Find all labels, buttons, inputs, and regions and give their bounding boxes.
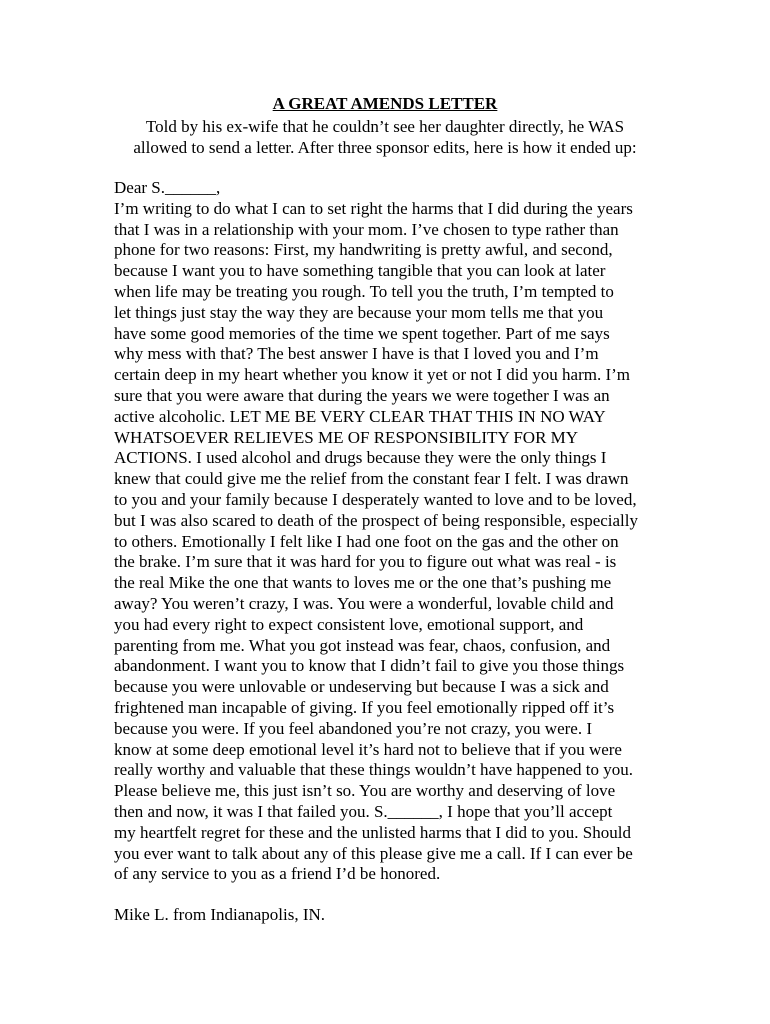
body-line: when life may be treating you rough. To tell you the truth, I’m tempted to <box>114 281 614 301</box>
body-line: that I was in a relationship with your mom. I’ve chosen to type rather than <box>114 219 619 239</box>
intro-line: allowed to send a letter. After three sponsor edits, here is how it ended up: <box>133 138 637 157</box>
body-line: abandonment. I want you to know that I didn’t fail to give you those things <box>114 656 625 676</box>
body-line: have some good memories of the time we spent together. Part of me says <box>114 323 610 343</box>
body-line: frightened man incapable of giving. If you feel emotionally ripped off it’s <box>114 697 615 717</box>
body-line: because I want you to have something tangible that you can look at later <box>114 261 606 281</box>
intro-line: Told by his ex-wife that he couldn’t see her daughter directly, he WAS <box>145 117 625 136</box>
body-line: know at some deep emotional level it’s hard not to believe that if you were <box>114 739 622 759</box>
body-line: away? You weren’t crazy, I was. You were a wonderful, lovable child and <box>114 593 614 613</box>
body-line: but I was also scared to death of the prospect of being responsible, especially <box>114 510 639 530</box>
body-line: to others. Emotionally I felt like I had one foot on the gas and the other on <box>114 531 619 551</box>
body-line: then and now, it was I that failed you. S.______, I hope that you’ll accept <box>114 801 613 821</box>
body-line: active alcoholic. LET ME BE VERY CLEAR THAT THIS IN NO WAY <box>114 406 606 426</box>
body-line: because you were unlovable or undeserving but because I was a sick and <box>114 677 609 697</box>
body-line: you had every right to expect consistent love, emotional support, and <box>114 614 584 634</box>
body-line: why mess with that? The best answer I have is that I loved you and I’m <box>114 344 599 364</box>
letter-title: A GREAT AMENDS LETTER <box>272 94 498 113</box>
body-line: knew that could give me the relief from the constant fear I felt. I was drawn <box>114 469 629 489</box>
signature: Mike L. from Indianapolis, IN. <box>114 905 326 924</box>
body-line: phone for two reasons: First, my handwriting is pretty awful, and second, <box>114 240 613 260</box>
body-line: because you were. If you feel abandoned you’re not crazy, you were. I <box>114 718 592 738</box>
body-line: Please believe me, this just isn’t so. You are worthy and deserving of love <box>114 781 616 801</box>
body-line: certain deep in my heart whether you know it yet or not I did you harm. I’m <box>114 365 630 385</box>
body-line: of any service to you as a friend I’d be honored. <box>114 864 441 884</box>
body-line: ACTIONS. I used alcohol and drugs because they were the only things I <box>114 448 607 468</box>
body-line: let things just stay the way they are because your mom tells me that you <box>114 302 604 322</box>
salutation: Dear S.______, <box>114 178 221 197</box>
body-line: sure that you were aware that during the years we were together I was an <box>114 385 610 405</box>
body-line: the real Mike the one that wants to loves me or the one that’s pushing me <box>114 573 612 593</box>
body-line: WHATSOEVER RELIEVES ME OF RESPONSIBILITY FOR MY <box>114 427 579 447</box>
body-line: to you and your family because I desperately wanted to love and to be loved, <box>114 489 637 509</box>
body-line: the brake. I’m sure that it was hard for you to figure out what was real - is <box>114 552 617 572</box>
letter-body <box>114 178 764 885</box>
body-line: parenting from me. What you got instead was fear, chaos, confusion, and <box>114 635 611 655</box>
body-line: my heartfelt regret for these and the unlisted harms that I did to you. Should <box>114 822 631 842</box>
body-line: I’m writing to do what I can to set right the harms that I did during the years <box>114 198 633 218</box>
body-line: really worthy and valuable that these things wouldn’t have happened to you. <box>114 760 633 780</box>
body-line: you ever want to talk about any of this please give me a call. If I can ever be <box>114 843 633 863</box>
